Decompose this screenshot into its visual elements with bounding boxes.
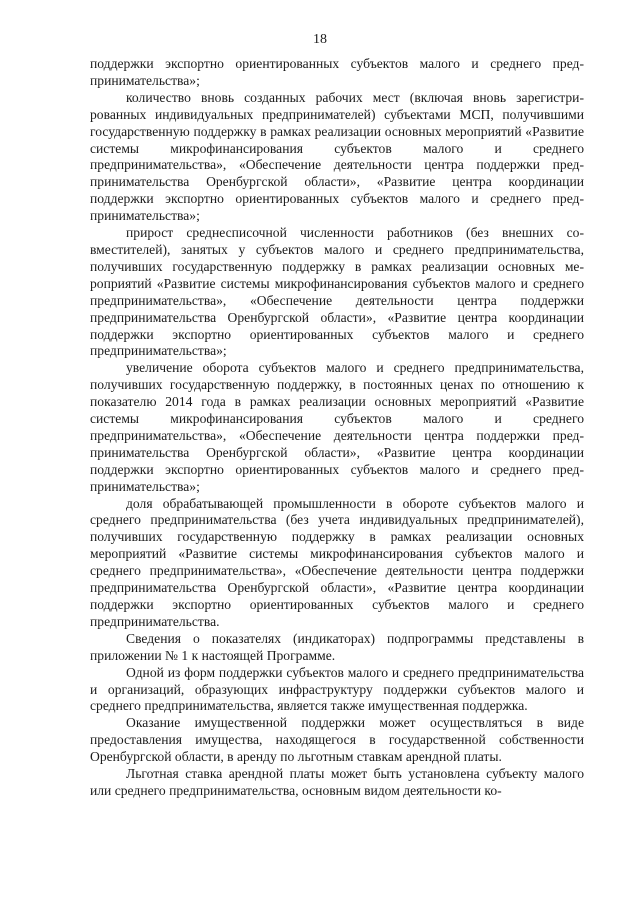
paragraph-indicators-reference: Сведения о показателях (индикаторах) подпрограммы представлены в приложении № 1 к настоящей Программе. <box>90 630 584 663</box>
paragraph-manufacturing-share-indicator: доля обрабатывающей промышленности в обороте субъектов малого и среднего предпринимательства (без учета индивидуальных предпринимателей), получивших государственную поддержку в рамках реализации основных мероприятий «Развитие системы микрофинансирования субъектов малого и среднего предпринимательства», «Обеспечение деятельности центра поддержки предпринимательства Оренбургской области», «Развитие центра координации поддержки экспортно ориентированных субъектов малого и среднего предпринимательства. <box>90 495 584 629</box>
paragraph-new-jobs-indicator: количество вновь созданных рабочих мест (включая вновь зарегистрированных индивидуальных предпринимателей) субъектами МСП, получившими государственную поддержку в рамках реализации основных мероприятий «Развитие системы микрофинансирования субъектов малого и среднего предпринимательства», «Обеспечение деятельности центра поддержки предпринимательства Оренбургской области», «Развитие центра координации поддержки экспортно ориентированных субъектов малого и среднего предпринимательства»; <box>90 89 584 224</box>
paragraph-turnover-indicator: увеличение оборота субъектов малого и среднего предпринимательства, получивших государственную поддержку, в постоянных ценах по отношению к показателю 2014 года в рамках реализации основных мероприятий «Развитие системы микрофинансирования субъектов малого и среднего предпринимательства», «Обеспечение деятельности центра поддержки предпринимательства Оренбургской области», «Развитие центра координации поддержки экспортно ориентированных субъектов малого и среднего предпринимательства»; <box>90 360 584 494</box>
paragraph-employee-growth-indicator: прирост среднесписочной численности работников (без внешних совместителей), занятых у субъектов малого и среднего предпринимательства, получивших государственную поддержку в рамках реализации основных мероприятий «Развитие системы микрофинансирования субъектов малого и среднего предпринимательства», «Обеспечение деятельности центра поддержки предпринимательства Оренбургской области», «Развитие центра координации поддержки экспортно ориентированных субъектов малого и среднего предпринимательства»; <box>90 225 584 359</box>
paragraph-property-provision: Оказание имущественной поддержки может осуществляться в виде предоставления имущества, находящегося в государственной собственности Оренбургской области, в аренду по льготным ставкам арендной платы. <box>90 715 584 765</box>
paragraph-preferential-rent: Льготная ставка арендной платы может быть установлена субъекту малого или среднего предпринимательства, основным видом деятельности ко- <box>90 766 584 798</box>
paragraph-continuation: поддержки экспортно ориентированных субъектов малого и среднего предпринимательства»; <box>90 56 584 88</box>
page-number: 18 <box>313 32 327 47</box>
document-body <box>90 56 584 800</box>
paragraph-property-support: Одной из форм поддержки субъектов малого и среднего предпринимательства и организаций, образующих инфраструктуру поддержки субъектов малого и среднего предпринимательства, является также имущественная поддержка. <box>90 664 584 714</box>
